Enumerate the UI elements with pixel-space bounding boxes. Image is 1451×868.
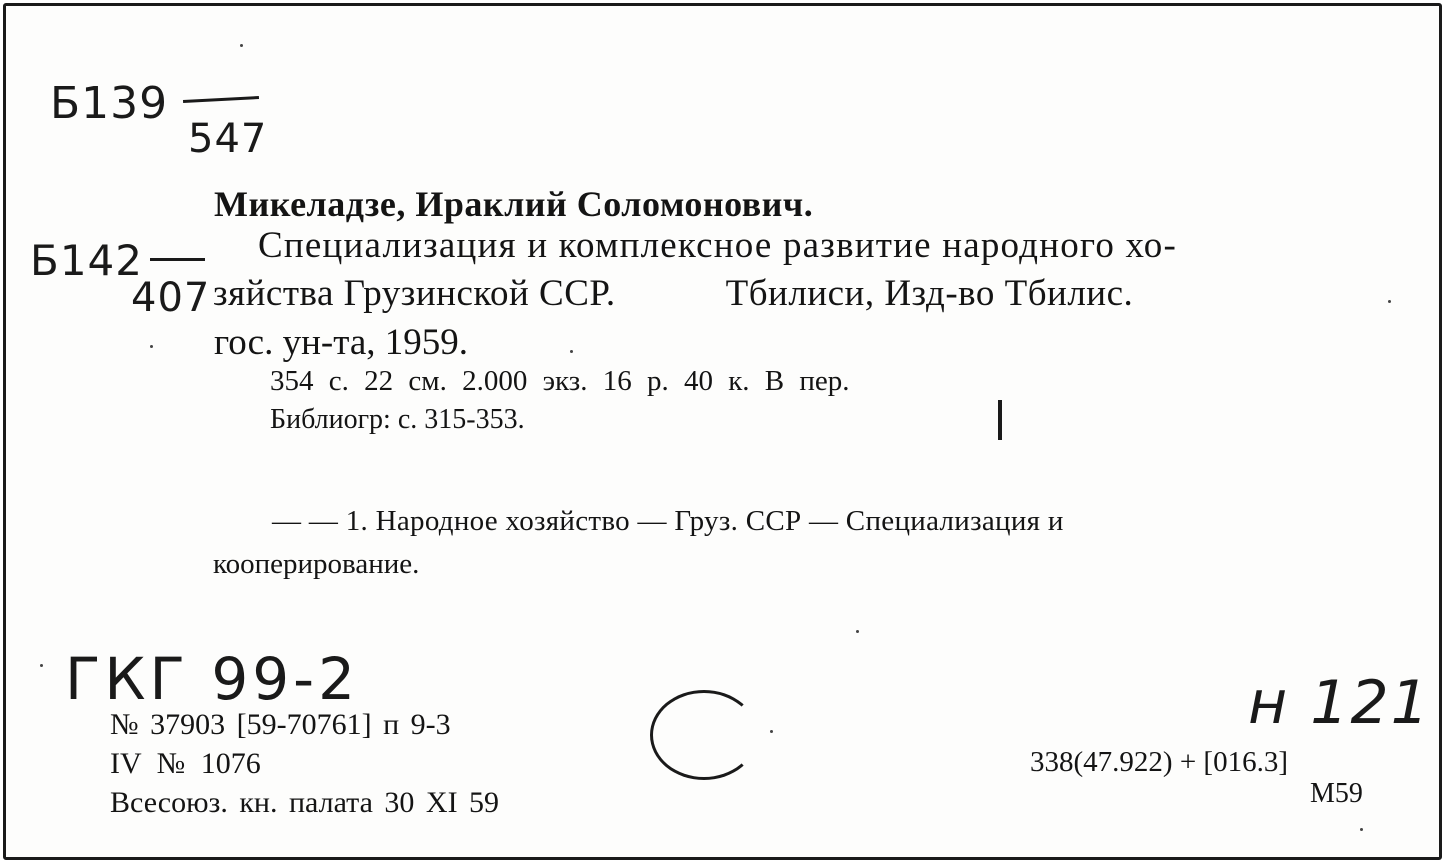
handwritten-code-top-denominator: 547 bbox=[188, 116, 268, 162]
handwritten-number: н 121 bbox=[1248, 668, 1431, 738]
scan-speck bbox=[1360, 828, 1363, 831]
bibliography-note: Библиогр: с. 315-353. bbox=[270, 404, 525, 435]
fraction-bar-mid bbox=[150, 258, 205, 261]
scan-speck bbox=[40, 664, 43, 667]
classification-code: 338(47.922) + [016.3] bbox=[1030, 746, 1288, 778]
title-line-1: Специализация и комплексное развитие народного хо- bbox=[258, 225, 1178, 266]
author-heading: Микеладзе, Ираклий Соломонович. bbox=[214, 184, 814, 224]
accession-line-2: IV № 1076 bbox=[110, 747, 261, 780]
subject-heading-line-2: кооперирование. bbox=[213, 548, 420, 580]
accession-line-3: Всесоюз. кн. палата 30 XI 59 bbox=[110, 786, 500, 819]
cutter-mark: М59 bbox=[1310, 778, 1363, 809]
handwritten-code-top: Б139 bbox=[50, 78, 169, 129]
publisher-text: Тбилиси, Изд-во Тбилис. bbox=[725, 273, 1134, 314]
title-line-2 bbox=[213, 272, 1133, 315]
scan-speck bbox=[570, 350, 573, 353]
accession-line-1: № 37903 [59-70761] п 9-3 bbox=[110, 708, 451, 741]
subject-heading-line-1: — — 1. Народное хозяйство — Груз. ССР — Специализация и bbox=[272, 505, 1064, 537]
scan-speck bbox=[1388, 300, 1391, 303]
scan-speck bbox=[150, 345, 153, 348]
pencil-tick-mark bbox=[998, 400, 1002, 440]
handwritten-code-mid-denominator: 407 bbox=[131, 275, 211, 321]
collation-line: 354 с. 22 см. 2.000 экз. 16 р. 40 к. В пер. bbox=[270, 365, 850, 397]
handwritten-shelf-mark: ГКГ 99-2 bbox=[65, 645, 359, 713]
handwritten-code-mid: Б142 bbox=[30, 236, 143, 285]
scan-speck bbox=[856, 630, 859, 633]
title-line-3: гос. ун-та, 1959. bbox=[214, 322, 469, 363]
punch-hole-circle bbox=[650, 690, 758, 780]
scan-speck bbox=[240, 44, 243, 47]
scan-speck bbox=[770, 730, 773, 733]
title-line-2-text: зяйства Грузинской ССР. bbox=[213, 273, 616, 314]
